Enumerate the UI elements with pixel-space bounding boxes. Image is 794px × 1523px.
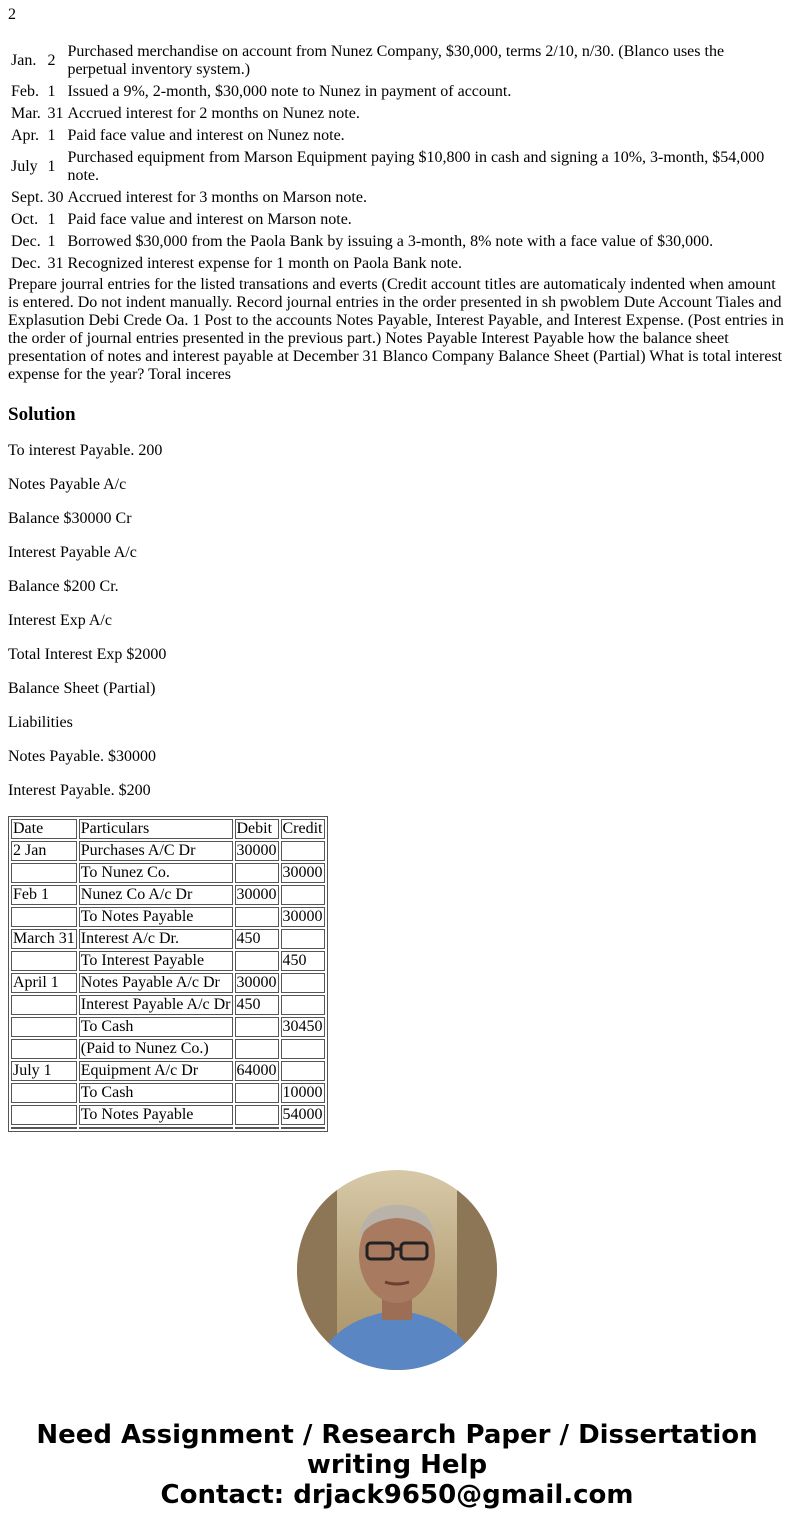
particulars-cell: Nunez Co A/c Dr [79, 885, 233, 905]
transaction-row [10, 82, 784, 102]
credit-cell [281, 1039, 325, 1059]
credit-cell [281, 929, 325, 949]
debit-cell: 30000 [236, 842, 277, 859]
footer-contact [8, 1420, 786, 1510]
table-row [11, 1017, 325, 1037]
date-cell [11, 1127, 77, 1129]
solution-lines [8, 442, 786, 800]
solution-line: Interest Payable A/c [8, 544, 137, 561]
solution-line: Interest Payable. $200 [8, 782, 151, 799]
credit-cell [281, 973, 325, 993]
particulars-cell: To Interest Payable [79, 951, 233, 971]
debit-cell: 30000 [236, 974, 277, 991]
solution-line: Total Interest Exp $2000 [8, 646, 167, 663]
debit-cell: 30000 [236, 886, 277, 903]
credit-cell: 10000 [282, 1084, 323, 1101]
credit-cell [281, 1127, 325, 1129]
debit-cell [235, 1083, 279, 1103]
particulars-cell: Equipment A/c Dr [79, 1061, 233, 1081]
transaction-month: Dec. [11, 233, 41, 250]
particulars-cell: To Notes Payable [79, 1105, 233, 1125]
table-row [11, 1061, 325, 1081]
particulars-cell: Notes Payable A/c Dr [79, 973, 233, 993]
transaction-day: 1 [47, 127, 56, 144]
transaction-row [10, 188, 784, 208]
table-row [11, 951, 325, 971]
particulars-cell: Purchases A/C Dr [79, 841, 233, 861]
credit-cell [281, 1061, 325, 1081]
debit-cell [235, 1017, 279, 1037]
transaction-description: Paid face value and interest on Marson note. [67, 211, 352, 228]
solution-line: Notes Payable A/c [8, 476, 127, 493]
date-cell [11, 1105, 77, 1125]
particulars-cell: To Nunez Co. [79, 863, 233, 883]
date-cell [11, 951, 77, 971]
table-row [11, 1105, 325, 1125]
credit-cell [281, 885, 325, 905]
transaction-day: 1 [47, 158, 56, 175]
solution-line: Liabilities [8, 714, 73, 731]
debit-cell: 450 [235, 929, 279, 949]
date-cell [11, 1039, 77, 1059]
date-cell [11, 1017, 77, 1037]
debit-cell [235, 1127, 279, 1129]
date-cell: April 1 [11, 973, 77, 993]
debit-cell: 450 [235, 995, 279, 1015]
credit-cell: 30450 [282, 1018, 323, 1035]
particulars-cell: Interest Payable A/c Dr [80, 996, 231, 1013]
table-row [11, 1083, 325, 1103]
credit-cell: 450 [281, 951, 325, 971]
solution-line: Balance $200 Cr. [8, 578, 119, 595]
particulars-cell [79, 1127, 233, 1129]
table-row [11, 885, 325, 905]
particulars-cell: To Notes Payable [79, 907, 233, 927]
transaction-row [10, 126, 784, 146]
transaction-row [10, 148, 784, 186]
transaction-description: Issued a 9%, 2-month, $30,000 note to Nunez in payment of account. [67, 83, 512, 100]
credit-cell: 30000 [282, 908, 323, 925]
column-header: Date [11, 819, 77, 839]
date-cell [11, 863, 77, 883]
transactions-table [8, 40, 786, 276]
transaction-day: 31 [47, 255, 64, 272]
transaction-month: Mar. [11, 105, 41, 122]
credit-cell [281, 841, 325, 861]
particulars-cell: Interest A/c Dr. [79, 929, 233, 949]
credit-cell [281, 995, 325, 1015]
debit-cell [235, 907, 279, 927]
debit-cell: 64000 [236, 1062, 277, 1079]
solution-line: To interest Payable. 200 [8, 442, 163, 459]
transaction-row [10, 254, 784, 274]
table-row [11, 929, 325, 949]
particulars-cell: To Cash [79, 1017, 233, 1037]
footer-email: Contact: drjack9650@gmail.com [160, 1480, 634, 1510]
credit-cell: 54000 [282, 1106, 323, 1123]
transaction-day: 1 [47, 211, 56, 228]
table-row [11, 907, 325, 927]
transaction-description: Paid face value and interest on Nunez note. [67, 127, 345, 144]
transaction-month: Apr. [11, 127, 39, 144]
table-row-empty [11, 1127, 325, 1129]
footer-help-text: Need Assignment / Research Paper / Dissertation writing Help [36, 1420, 758, 1480]
transaction-month: Dec. [11, 255, 41, 272]
journal-table [8, 816, 328, 1132]
table-row [11, 1039, 325, 1059]
transaction-description: Purchased merchandise on account from Nunez Company, $30,000, terms 2/10, n/30. (Blanco uses the perpetual inventory system.) [67, 43, 725, 78]
page-number: 2 [8, 6, 16, 23]
table-row [11, 995, 325, 1015]
solution-line: Balance $30000 Cr [8, 510, 132, 527]
date-cell [11, 1083, 77, 1103]
question-text: Prepare jourral entries for the listed transations and everts (Credit account titles are automaticaly indented when amount is entered. Do not indent manually. Record journal entries in the order presented in sh pwoblem Dute Account Tiales and Explasution Debi Crede Oa. 1 Post to the accounts Notes Payable, Interest Payable, and Interest Expense. (Post entries in the order of journal entries presented in the previous part.) Notes Payable Interest Payable how the balance sheet presentation of notes and interest payable at December 31 Blanco Company Balance Sheet (Partial) What is total interest expense for the year? Toral inceres [8, 276, 784, 383]
transaction-day: 1 [47, 233, 56, 250]
transaction-row [10, 42, 784, 80]
debit-cell [235, 863, 279, 883]
solution-heading: Solution [8, 404, 76, 425]
date-cell: March 31 [13, 930, 75, 947]
author-avatar [297, 1170, 497, 1370]
column-header: Debit [235, 819, 279, 839]
transaction-month: July [11, 158, 38, 175]
date-cell: 2 Jan [11, 841, 77, 861]
transaction-month: Feb. [11, 83, 39, 100]
transaction-day: 2 [47, 52, 56, 69]
debit-cell [235, 1105, 279, 1125]
date-cell [11, 995, 77, 1015]
person-photo-icon [297, 1170, 497, 1370]
transaction-description: Recognized interest expense for 1 month on Paola Bank note. [67, 255, 463, 272]
transaction-row [10, 210, 784, 230]
solution-line: Balance Sheet (Partial) [8, 680, 156, 697]
column-header: Credit [282, 820, 323, 837]
date-cell: Feb 1 [11, 885, 77, 905]
table-row [11, 863, 325, 883]
solution-line: Interest Exp A/c [8, 612, 112, 629]
transaction-description: Accrued interest for 3 months on Marson note. [67, 189, 367, 206]
column-header: Particulars [79, 819, 233, 839]
transaction-month: Oct. [11, 211, 39, 228]
table-row [11, 841, 325, 861]
transaction-month: Sept. [11, 189, 44, 206]
debit-cell [235, 951, 279, 971]
transaction-row [10, 104, 784, 124]
date-cell: July 1 [11, 1061, 77, 1081]
solution-line: Notes Payable. $30000 [8, 748, 156, 765]
debit-cell [235, 1039, 279, 1059]
transaction-row [10, 232, 784, 252]
transaction-day: 1 [47, 83, 56, 100]
transaction-month: Jan. [11, 52, 37, 69]
particulars-cell: (Paid to Nunez Co.) [79, 1039, 233, 1059]
transaction-day: 31 [47, 105, 64, 122]
date-cell [11, 907, 77, 927]
transaction-description: Borrowed $30,000 from the Paola Bank by issuing a 3-month, 8% note with a face value of $30,000. [67, 233, 714, 250]
transaction-day: 30 [47, 189, 64, 206]
transaction-description: Accrued interest for 2 months on Nunez note. [67, 105, 360, 122]
transaction-description: Purchased equipment from Marson Equipment paying $10,800 in cash and signing a 10%, 3-month, $54,000 note. [67, 149, 765, 184]
credit-cell: 30000 [282, 864, 323, 881]
table-row [11, 973, 325, 993]
particulars-cell: To Cash [79, 1083, 233, 1103]
